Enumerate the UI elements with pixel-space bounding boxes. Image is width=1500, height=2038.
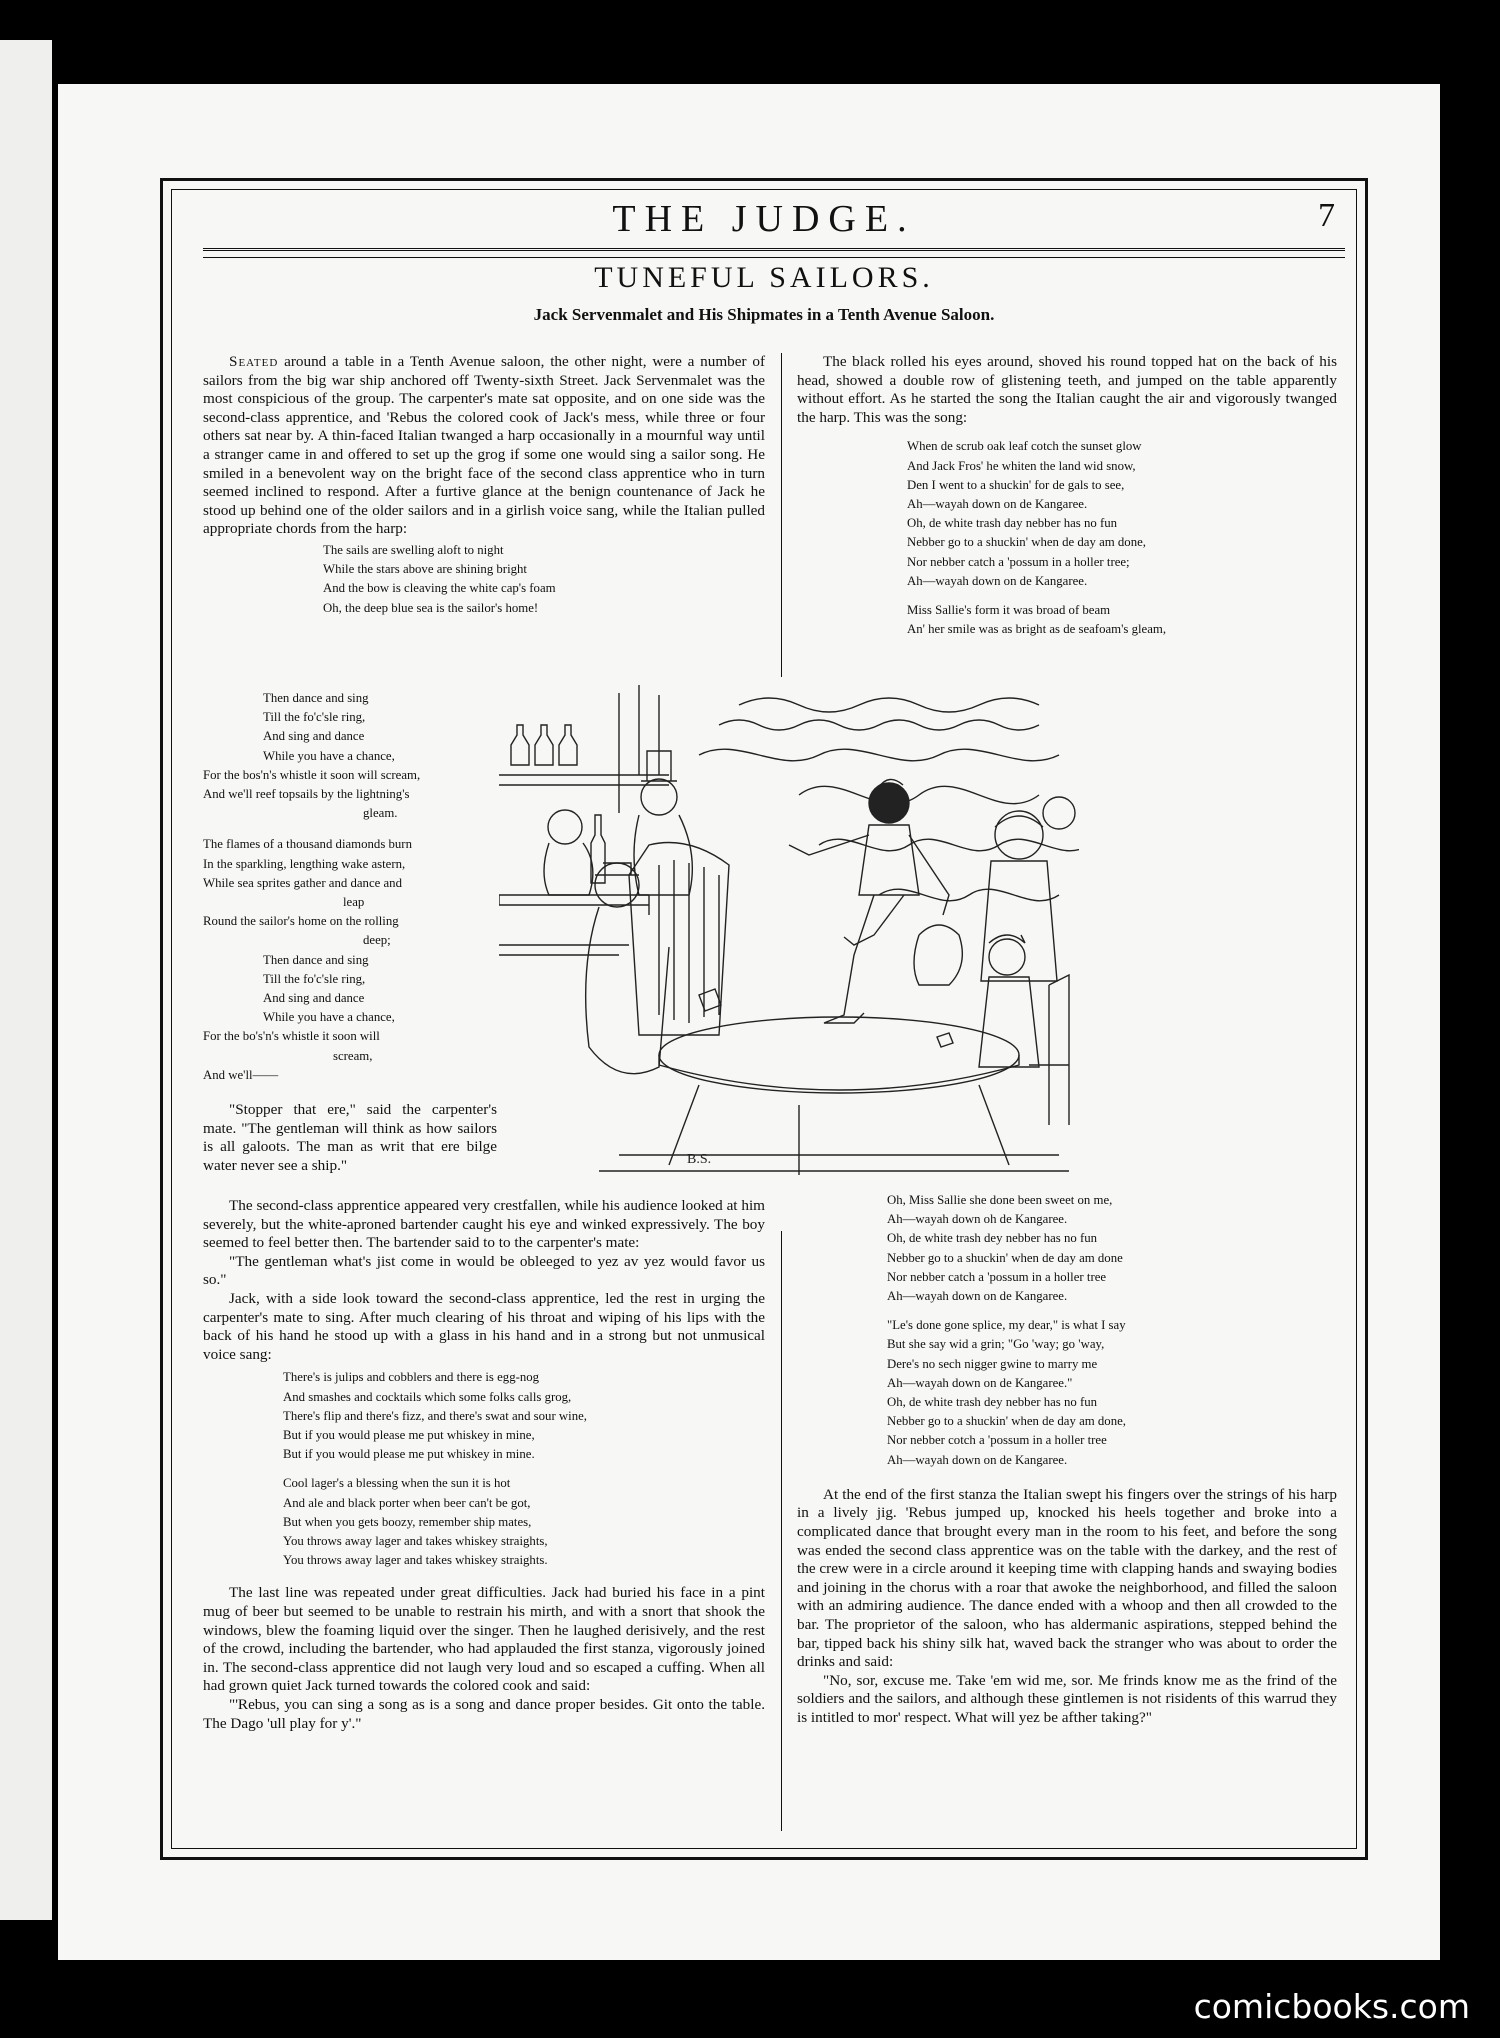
verse-line: Ah—wayah down on de Kangaree. xyxy=(907,496,1088,511)
verse-line: Nor nebber catch a 'possum in a holler tree; xyxy=(907,554,1130,569)
verse-line: deep; xyxy=(363,933,391,948)
verse-line: Den I went to a shuckin' for de gals to see, xyxy=(907,477,1125,492)
paragraph: "'Rebus, you can sing a song as is a song and dance proper besides. Git onto the table. The Dago 'ull play for y'." xyxy=(203,1695,765,1732)
verse-line: And sing and dance xyxy=(263,729,365,744)
verse-line: Ah—wayah down on de Kangaree. xyxy=(907,573,1088,588)
column-divider-bottom xyxy=(781,1231,782,1831)
verse-line: Dere's no sech nigger gwine to marry me xyxy=(887,1356,1098,1371)
verse-line: "Le's done gone splice, my dear," is what I say xyxy=(887,1318,1126,1333)
paragraph: "Stopper that ere," said the carpenter's mate. "The gentleman will think as how sailors is all galoots. The man as writ that ere bilge water never see a ship." xyxy=(203,1101,497,1174)
right-column-top xyxy=(797,353,1337,639)
verse-line: Till the fo'c'sle ring, xyxy=(263,971,366,986)
verse-line: While you have a chance, xyxy=(263,748,395,763)
paragraph: At the end of the first stanza the Italian swept his fingers over the strings of his harp in a lively jig. 'Rebus jumped up, knocked his heels together and broke into a complicated dance that brought every man in the room to his feet, and before the song was ended the second class apprentice was on the table with the darkey, and the rest of the crew were in a circle around it keeping time with clapping hands and swaying bodies and joining in the chorus with a roar that awoke the neighborhood, and filled the saloon with an admiring audience. The dance ended with a whoop and then all crowded to the bar. The proprietor of the saloon, who has aldermanic aspirations, stepped behind the bar, tipped back his shiny silk hat, waved back the stranger who was about to order the drinks and said: xyxy=(797,1485,1337,1671)
verse-line: And Jack Fros' he whiten the land wid snow, xyxy=(907,458,1136,473)
article-subtitle: Jack Servenmalet and His Shipmates in a Tenth Avenue Saloon. xyxy=(533,305,995,324)
paragraph: Jack, with a side look toward the second-class apprentice, led the rest in urging the carpenter's mate to sing. After much clearing of his throat and wiping of his lips with the back of his hand he stood up with a glass in his hand and in a strong but not unmusical voice sang: xyxy=(203,1289,765,1363)
verse-line: Ah—wayah down on de Kangaree." xyxy=(887,1375,1073,1390)
verse-line: Till the fo'c'sle ring, xyxy=(263,710,366,725)
verse-line: gleam. xyxy=(363,806,398,821)
song-verse-2a xyxy=(283,1368,765,1464)
verse-line: While the stars above are shining bright xyxy=(323,562,527,577)
verse-line: In the sparkling, lengthing wake astern, xyxy=(203,856,406,871)
site-watermark: comicbooks.com xyxy=(1193,1987,1470,2026)
verse-line: When de scrub oak leaf cotch the sunset glow xyxy=(907,439,1142,454)
verse-line: You throws away lager and takes whiskey straights. xyxy=(283,1553,548,1568)
verse-line: Cool lager's a blessing when the sun it is hot xyxy=(283,1476,511,1491)
verse-line: While you have a chance, xyxy=(263,1010,395,1025)
paragraph: "The gentleman what's jist come in would be obleeged to yez av yez would favor us so." xyxy=(203,1252,765,1289)
verse-line: And ale and black porter when beer can't be got, xyxy=(283,1495,531,1510)
verse-line: For the bos'n's whistle it soon will scream, xyxy=(203,767,421,782)
left-column-top xyxy=(203,353,765,618)
verse-line: But when you gets boozy, remember ship mates, xyxy=(283,1514,532,1529)
verse-line: Nebber go to a shuckin' when de day am done xyxy=(887,1250,1123,1265)
saloon-illustration xyxy=(499,685,1079,1183)
verse-line: Oh, the deep blue sea is the sailor's home! xyxy=(323,600,539,615)
verse-line: And we'll—— xyxy=(203,1067,279,1082)
paragraph-text: around a table in a Tenth Avenue saloon, the other night, were a number of sailors from the big war ship anchored off Twenty-sixth Street. Jack Servenmalet was the most conspicious of the group. The carpenter's mate sat opposite, and on one side was the second-class apprentice, and 'Rebus the colored cook of Jack's mess, while three or four others sat near by. A thin-faced Italian twanged a harp occasionally in a mournful way until a stranger came in and offered to set up the grog if some one would sing a sailor song. He smiled in a benevolent way on the bright face of the second class apprentice who in turn seemed inclined to respond. After a furtive glance at the benign countenance of Jack he stood up behind one of the older sailors and in a girlish voice sang, while the Italian pulled appropriate chords from the harp: xyxy=(203,353,766,538)
page-number: 7 xyxy=(1318,197,1335,234)
paragraph: The second-class apprentice appeared very crestfallen, while his audience looked at him severely, but the white-aproned bartender caught his eye and winked expressively. The boy seemed to feel better then. The bartender said to to the carpenter's mate: xyxy=(203,1197,765,1252)
song-verse-3c xyxy=(887,1191,1337,1306)
verse-line: There's is julips and cobblers and there is egg-nog xyxy=(283,1370,540,1385)
verse-line: You throws away lager and takes whiskey straights, xyxy=(283,1533,548,1548)
verse-line: But if you would please me put whiskey in mine. xyxy=(283,1447,535,1462)
paragraph: The black rolled his eyes around, shoved his round topped hat on the back of his head, showed a double row of glistening teeth, and jumped on the table apparently without effort. As he started the song the Italian caught the air and vigorously twanged the harp. This was the song: xyxy=(797,353,1337,426)
verse-line: And the bow is cleaving the white cap's foam xyxy=(323,581,556,596)
verse-line: Oh, de white trash day nebber has no fun xyxy=(907,516,1118,531)
paragraph: The last line was repeated under great difficulties. Jack had buried his face in a pint mug of beer but seemed to be unable to restrain his mirth, and with a snort that shook the windows, blew the foaming liquid over the singer. Then he laughed derisively, and the rest of the crowd, including the bartender, who had applauded the first stanza, vigorously joined in. The second-class apprentice did not laugh very loud and so escaped a cuffing. When all had grown quiet Jack turned towards the colored cook and said: xyxy=(203,1584,765,1695)
verse-line: And sing and dance xyxy=(263,991,365,1006)
verse-line: Nebber go to a shuckin' when de day am done, xyxy=(907,535,1146,550)
verse-line: Oh, de white trash dey nebber has no fun xyxy=(887,1395,1098,1410)
song-verse-1 xyxy=(323,541,765,618)
left-column-narrow xyxy=(203,1101,497,1175)
chorus-block xyxy=(203,689,503,1085)
column-divider-top xyxy=(781,353,782,677)
facing-page-edge xyxy=(0,40,52,1920)
verse-line: While sea sprites gather and dance and xyxy=(203,875,402,890)
paragraph xyxy=(203,353,765,539)
verse-line: Nor nebber catch a 'possum in a holler tree xyxy=(887,1269,1107,1284)
left-column-bottom xyxy=(203,1197,765,1733)
verse-line: Round the sailor's home on the rolling xyxy=(203,914,399,929)
verse-line: And we'll reef topsails by the lightning's xyxy=(203,787,410,802)
verse-line: For the bo's'n's whistle it soon will xyxy=(203,1029,380,1044)
verse-line: Ah—wayah down on de Kangaree. xyxy=(887,1289,1068,1304)
article-title: TUNEFUL SAILORS. xyxy=(594,261,934,294)
verse-line: Then dance and sing xyxy=(263,691,369,705)
verse-line: But if you would please me put whiskey in mine, xyxy=(283,1427,535,1442)
verse-line: leap xyxy=(343,895,365,910)
verse-line: Nebber go to a shuckin' when de day am done, xyxy=(887,1414,1126,1429)
verse-line: Oh, Miss Sallie she done been sweet on me, xyxy=(887,1193,1113,1207)
right-column-bottom xyxy=(797,1191,1337,1728)
verse-line: There's flip and there's fizz, and there's swat and sour wine, xyxy=(283,1408,587,1423)
verse-line: Miss Sallie's form it was broad of beam xyxy=(907,603,1111,617)
verse-line: Nor nebber cotch a 'possum in a holler tree xyxy=(887,1433,1107,1448)
verse-line: But she say wid a grin; "Go 'way; go 'way, xyxy=(887,1337,1105,1352)
artist-signature: B.S. xyxy=(687,1152,712,1167)
drop-lead: Seated xyxy=(229,353,279,370)
verse-line: Ah—wayah down on de Kangaree. xyxy=(887,1452,1068,1467)
verse-line: The sails are swelling aloft to night xyxy=(323,542,504,557)
verse-line: scream, xyxy=(333,1048,373,1063)
scanned-page xyxy=(58,84,1440,1960)
verse-line: An' her smile was as bright as de seafoam's gleam, xyxy=(907,622,1167,637)
verse-line: And smashes and cocktails which some folks calls grog, xyxy=(283,1389,572,1404)
verse-line: The flames of a thousand diamonds burn xyxy=(203,837,412,852)
song-verse-2b xyxy=(283,1474,765,1570)
masthead-rule xyxy=(203,248,1345,258)
verse-line: Then dance and sing xyxy=(263,952,369,967)
song-verse-3a xyxy=(907,437,1337,639)
song-verse-3d xyxy=(887,1316,1337,1470)
paragraph: "No, sor, excuse me. Take 'em wid me, sor. Me frinds know me as the frind of the soldiers and the sailors, and although these gintlemen is not risidents of this warrud they is intitled to mor' respect. What will yez be afther taking?" xyxy=(797,1671,1337,1726)
page-border xyxy=(160,178,1368,1860)
masthead: THE JUDGE. xyxy=(612,198,916,240)
verse-line: Ah—wayah down oh de Kangaree. xyxy=(887,1212,1068,1227)
verse-line: Oh, de white trash dey nebber has no fun xyxy=(887,1231,1098,1246)
